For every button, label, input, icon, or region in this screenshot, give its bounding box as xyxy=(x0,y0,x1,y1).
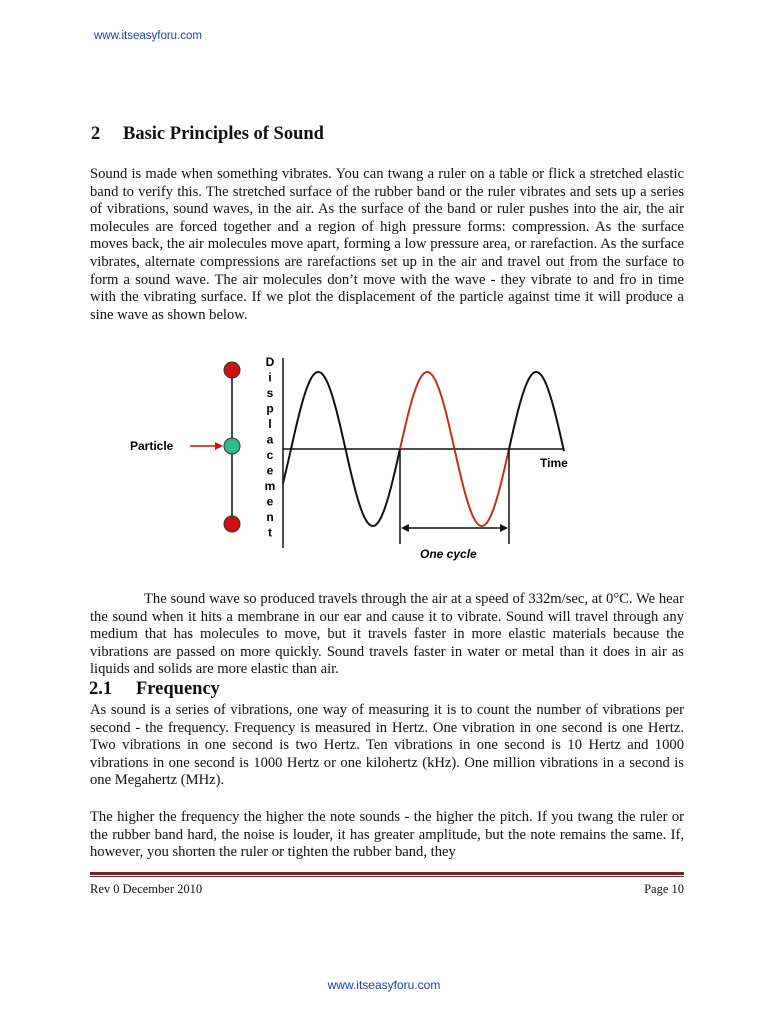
y-axis-letter: l xyxy=(268,417,272,431)
y-axis-letter: s xyxy=(266,386,274,400)
subsection-number: 2.1 xyxy=(89,679,113,699)
subsection-heading xyxy=(89,679,220,700)
y-axis-label xyxy=(265,355,276,540)
y-axis-letter: c xyxy=(266,448,274,462)
y-axis-letter: a xyxy=(266,432,274,447)
intro-paragraph: Sound is made when something vibrates. You can twang a ruler on a table or flick a stretched elastic band to verify this. The stretched surface of the rubber band or the ruler vibrates and sets up a series of vibrations, sound waves, in the air. As the surface of the band or ruler pushes into the air, the air molecules are forced together and a region of high pressure forms: compression. As the surface moves back, the air molecules move apart, forming a low pressure area, or rarefaction. As the surface vibrates, alternate compressions are rarefactions set up in the air and travel out from the surface to form a sound wave. The air molecules don’t move with the wave - they vibrate to and fro in time with the vibrating surface. If we plot the displacement of the particle against time it will produce a sine wave as shown below. xyxy=(90,166,684,323)
subsection-title: Frequency xyxy=(136,679,220,699)
y-axis-letter: D xyxy=(265,355,275,369)
section-title: Basic Principles of Sound xyxy=(123,124,324,144)
revision-label: Rev 0 December 2010 xyxy=(90,882,203,896)
y-axis-letter: m xyxy=(264,479,276,493)
cycle-arrow-right xyxy=(500,524,508,532)
particle-label: Particle xyxy=(130,439,174,453)
footer-site-link[interactable]: www.itseasyforu.com xyxy=(327,978,441,992)
speed-paragraph: The sound wave so produced travels through the air at a speed of 332m/sec, at 0°C. We hear the sound when it hits a membrane in our ear and cause it to vibrate. Sound will travel through any medium that has molecules to move, but it travels faster in more elastic materials because the vibrations are passed on more quickly. Sound travels faster in water or metal than it does in air as liquids and solids are more elastic than air. xyxy=(90,591,684,678)
frequency-paragraph-1: As sound is a series of vibrations, one way of measuring it is to count the number of vibrations per second - the frequency. Frequency is measured in Hertz. One vibration in one second is one Hertz. Two vibrations in one second is two Hertz. Ten vibrations in one second is 10 Hertz and 1000 vibrations in one second is 1000 Hertz or one kilohertz (kHz). One million vibrations in a second is one Megahertz (MHz). xyxy=(90,702,684,789)
y-axis-letter: n xyxy=(266,510,274,524)
frequency-paragraph-2: The higher the frequency the higher the note sounds - the higher the pitch. If you twang the ruler or the rubber band hard, the noise is louder, it has greater amplitude, but the note remains the same. If, however, you shorten the ruler or tighten the rubber band, they xyxy=(90,809,684,861)
section-number: 2 xyxy=(91,124,101,144)
sine-wave-figure xyxy=(120,352,590,572)
one-cycle-label: One cycle xyxy=(420,547,477,561)
sine-wave-after-cycle xyxy=(509,372,564,451)
cycle-arrow-left xyxy=(401,524,409,532)
y-axis-letter: t xyxy=(268,525,272,540)
y-axis-letter: p xyxy=(266,401,274,416)
footer-rule-thin xyxy=(90,876,684,877)
particle-rest-position xyxy=(224,438,240,454)
section-heading xyxy=(91,124,324,145)
y-axis-letter: e xyxy=(266,494,274,509)
y-axis-letter: e xyxy=(266,463,274,478)
header-site-link[interactable]: www.itseasyforu.com xyxy=(94,30,203,42)
particle-arrow-head xyxy=(215,442,223,450)
particle-top-position xyxy=(224,362,240,378)
y-axis-letter: i xyxy=(268,370,272,385)
page-number: Page 10 xyxy=(644,882,684,896)
footer-rule xyxy=(90,872,684,875)
time-label: Time xyxy=(540,456,568,470)
particle-bottom-position xyxy=(224,516,240,532)
